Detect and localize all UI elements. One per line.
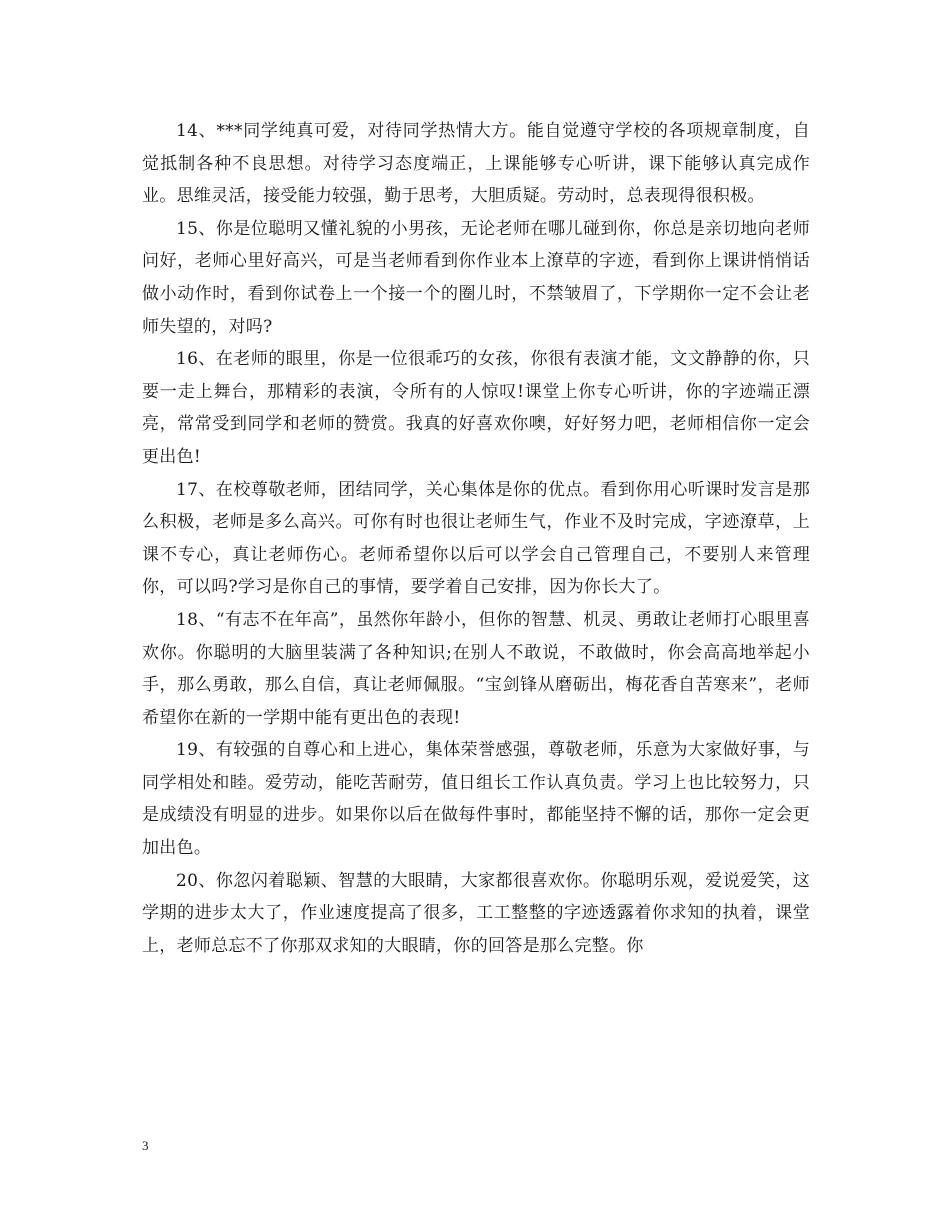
comment-paragraph-18: 18、“有志不在年高”，虽然你年龄小，但你的智慧、机灵、勇敢让老师打心眼里喜欢你。你聪明的大脑里装满了各种知识;在别人不敢说，不敢做时，你会高高地举起小手，那么勇敢，那么自信，真让老师佩服。“宝剑锋从磨砺出，梅花香自苦寒来”，老师希望你在新的一学期中能有更出色的表现! <box>142 609 810 728</box>
comment-paragraph-15: 15、你是位聪明又懂礼貌的小男孩，无论老师在哪儿碰到你，你总是亲切地向老师问好，老师心里好高兴，可是当老师看到你作业本上潦草的字迹，看到你上课讲悄悄话做小动作时，看到你试卷上一个接一个的圈儿时，不禁皱眉了，下学期你一定不会让老师失望的，对吗? <box>142 218 810 337</box>
comment-paragraph-16: 16、在老师的眼里，你是一位很乖巧的女孩，你很有表演才能，文文静静的你，只要一走上舞台，那精彩的表演，令所有的人惊叹!课堂上你专心听讲，你的字迹端正漂亮，常常受到同学和老师的赞赏。我真的好喜欢你噢，好好努力吧，老师相信你一定会更出色! <box>142 349 810 467</box>
comment-paragraph-14: 14、***同学纯真可爱，对待同学热情大方。能自觉遵守学校的各项规章制度，自觉抵制各种不良思想。对待学习态度端正，上课能够专心听讲，课下能够认真完成作业。思维灵活，接受能力较强，勤于思考，大胆质疑。劳动时，总表现得很积极。 <box>142 121 810 207</box>
comment-paragraph-17: 17、在校尊敬老师，团结同学，关心集体是你的优点。看到你用心听课时发言是那么积极，老师是多么高兴。可你有时也很让老师生气，作业不及时完成，字迹潦草，上课不专心，真让老师伤心。老师希望你以后可以学会自己管理自己，不要别人来管理你，可以吗?学习是你自己的事情，要学着自己安排，因为你长大了。 <box>142 479 810 598</box>
page-number: 3 <box>142 1138 149 1153</box>
comment-paragraph-19: 19、有较强的自尊心和上进心，集体荣誉感强，尊敬老师，乐意为大家做好事，与同学相处和睦。爱劳动，能吃苦耐劳，值日组长工作认真负责。学习上也比较努力，只是成绩没有明显的进步。如果你以后在做每件事时，都能坚持不懈的话，那你一定会更加出色。 <box>142 740 810 859</box>
comment-paragraph-20: 20、你忽闪着聪颖、智慧的大眼睛，大家都很喜欢你。你聪明乐观，爱说爱笑，这学期的进步太大了，作业速度提高了很多，工工整整的字迹透露着你求知的执着，课堂上，老师总忘不了你那双求知的大眼睛，你的回答是那么完整。你 <box>142 870 810 956</box>
document-body <box>142 115 810 962</box>
